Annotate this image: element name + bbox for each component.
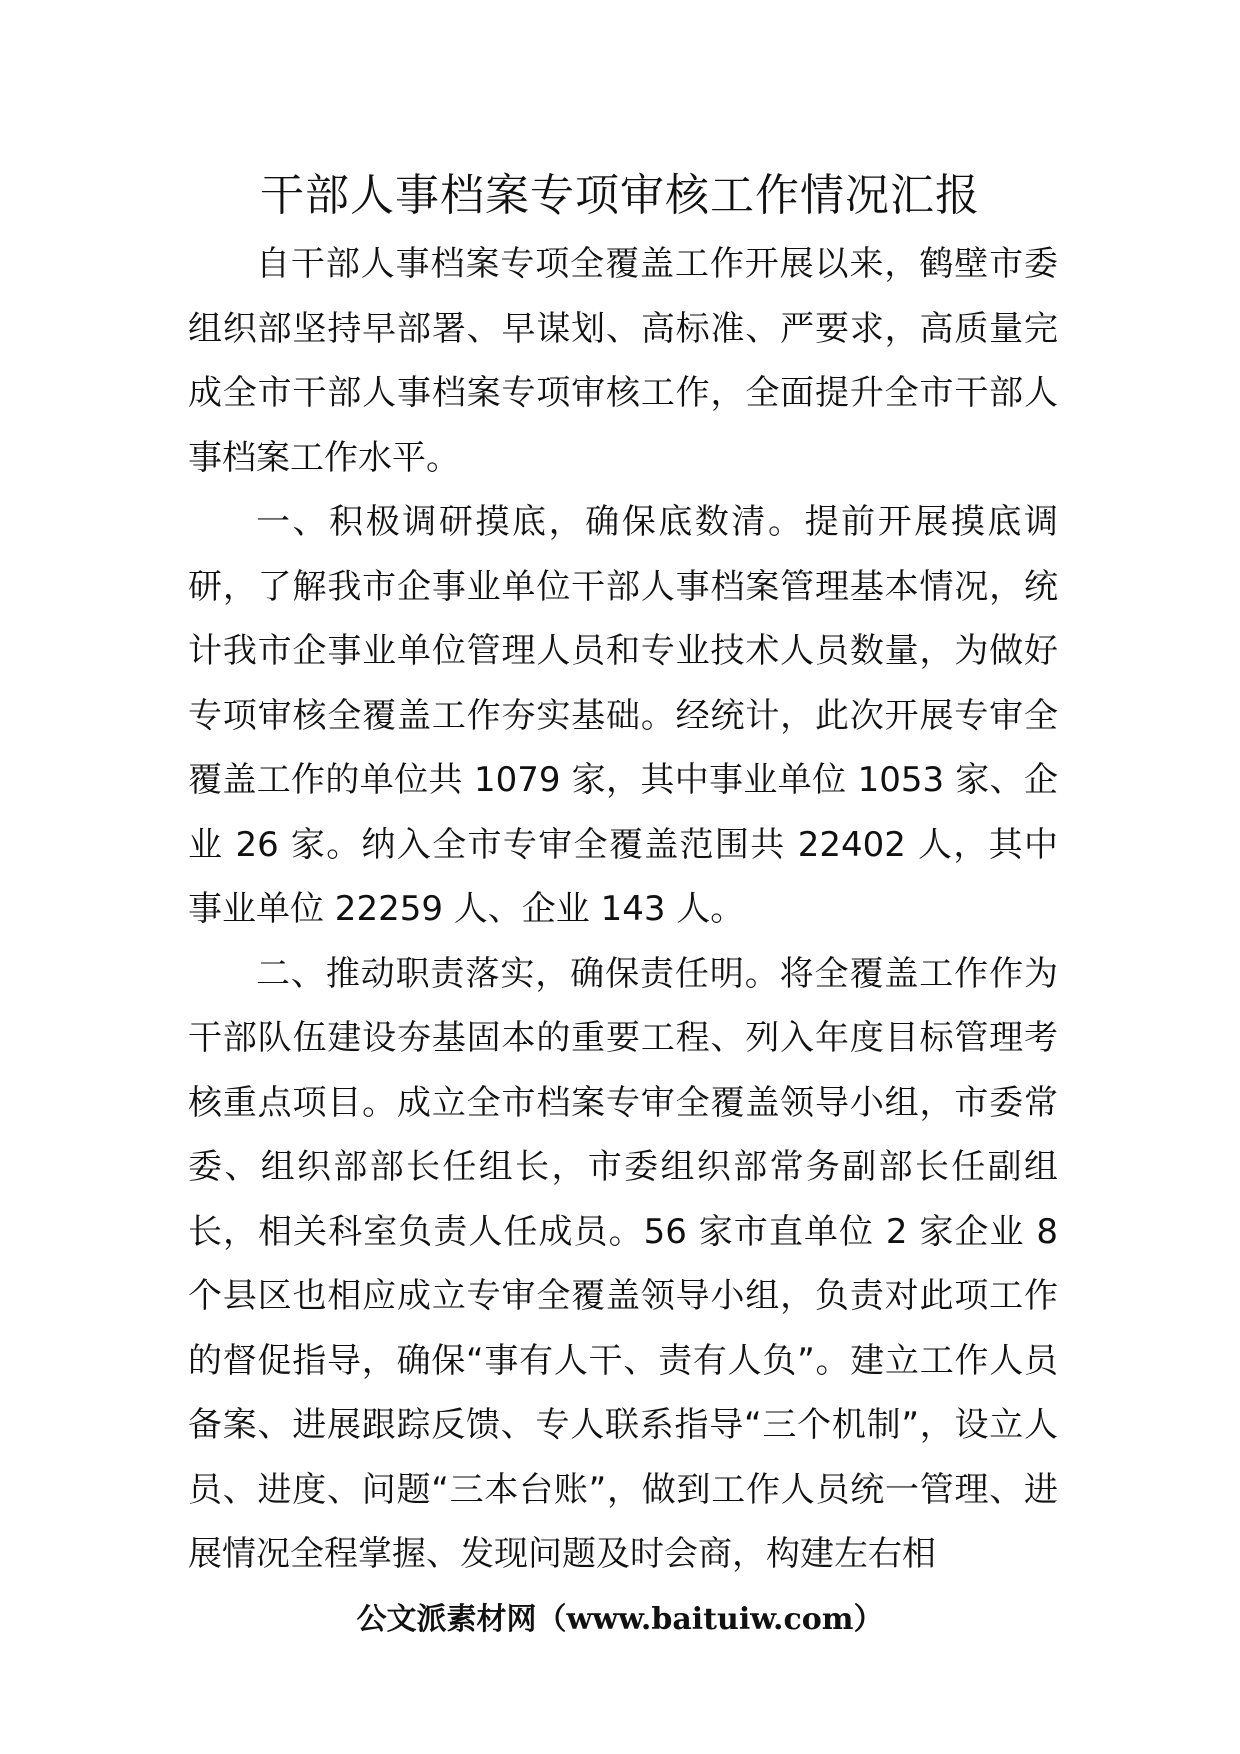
paragraph-section-one: 一、积极调研摸底，确保底数清。提前开展摸底调研，了解我市企事业单位干部人事档案管理基本情况，统计我市企事业单位管理人员和专业技术人员数量，为做好专项审核全覆盖工作夯实基础。经统计，此次开展专审全覆盖工作的单位共 1079 家，其中事业单位 1053 家、企业 26 家。纳入全市专审全覆盖范围共 22402 人，其中事业单位 22259 人、企业 143 人。	[188, 502, 1058, 929]
paragraph-intro: 自干部人事档案专项全覆盖工作开展以来，鹤壁市委组织部坚持早部署、早谋划、高标准、严要求，高质量完成全市干部人事档案专项审核工作，全面提升全市干部人事档案工作水平。	[188, 244, 1058, 478]
page-title: 干部人事档案专项审核工作情况汇报	[260, 170, 980, 221]
source-watermark: 公文派素材网（www.baituiw.com）	[356, 1602, 884, 1637]
paragraph-section-two: 二、推动职责落实，确保责任明。将全覆盖工作作为干部队伍建设夯基固本的重要工程、列入年度目标管理考核重点项目。成立全市档案专审全覆盖领导小组，市委常委、组织部部长任组长，市委组织部常务副部长任副组长，相关科室负责人任成员。56 家市直单位 2 家企业 8 个县区也相应成立专审全覆盖领导小组，负责对此项工作的督促指导，确保“事有人干、责有人负”。建立工作人员备案、进展跟踪反馈、专人联系指导“三个机制”，设立人员、进度、问题“三本台账”，做到工作人员统一管理、进展情况全程掌握、发现问题及时会商，构建左右相	[188, 953, 1058, 1574]
document-body	[188, 232, 1058, 1587]
